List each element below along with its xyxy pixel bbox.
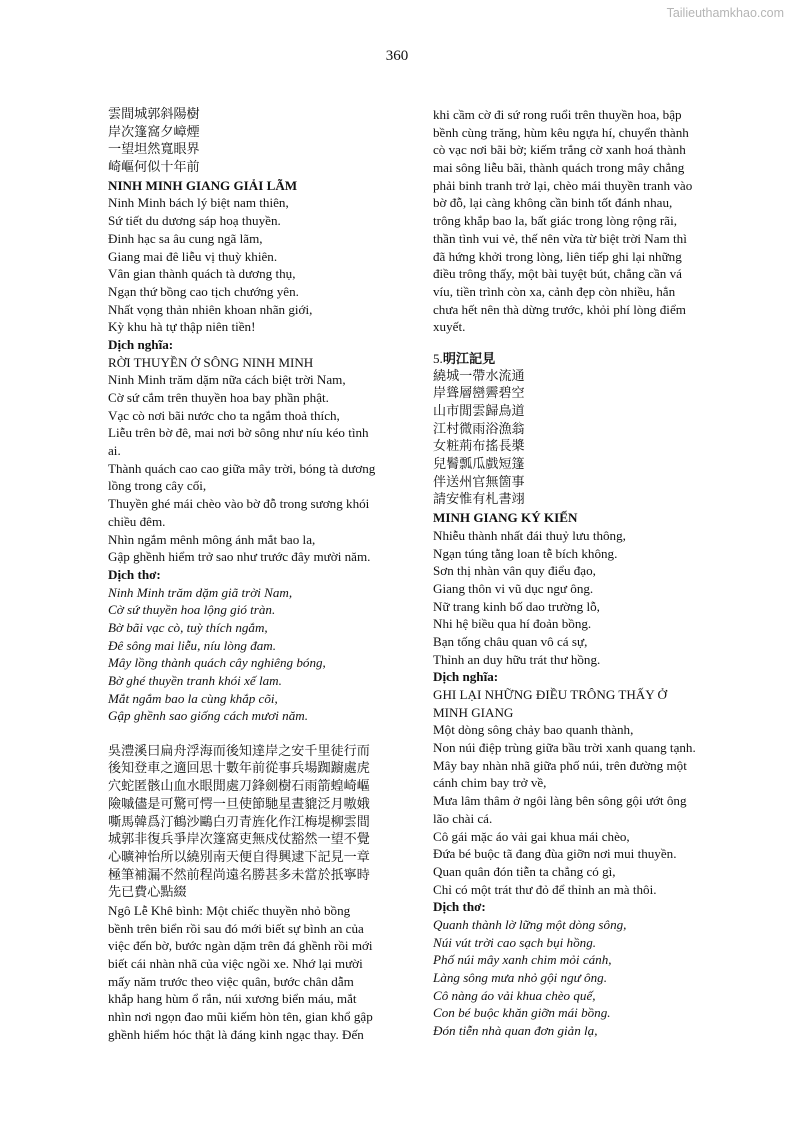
poem2-title: MINH GIANG KÝ KIẾN	[433, 510, 578, 526]
han-verse-line: 女粧荊布搖長槳	[433, 439, 525, 455]
han-prose-line: 險嘁儘是可驚可愕一旦使節馳星晝貔泛月嗷娥	[108, 796, 370, 812]
translation-line: lão chài cá.	[433, 810, 493, 826]
han-verse-line: 岸聳層巒霽碧空	[433, 386, 525, 402]
translation-line: lồng trong cây cối,	[108, 478, 207, 494]
han-prose-line: 穴蛇匿骸山血水眼閒處刀鋒劍樹石雨箭蝗崎嶇	[108, 779, 370, 795]
han-verse-line: 兒鬌瓢瓜戲短篷	[433, 457, 525, 473]
dich-tho-label-2: Dịch thơ:	[433, 899, 486, 915]
translation-line: Cờ sứ cắm trên thuyền hoa bay phần phật.	[108, 390, 329, 405]
poem1-title: NINH MINH GIANG GIẢI LÃM	[108, 177, 298, 193]
prose-line: chưa hết nên thà dừng trước, khỏi phí lòng điểm	[433, 301, 686, 317]
poetic-translation-line: Ninh Minh trăm dặm giã trời Nam,	[108, 584, 293, 600]
dich-nghia-title-2	[433, 686, 763, 721]
translation-title-line: GHI LẠI NHỮNG ĐIỀU TRÔNG THẤY Ở	[433, 687, 667, 702]
verse-line: Ninh Minh bách lý biệt nam thiên,	[108, 195, 289, 211]
verse-line: Thỉnh an duy hữu trát thư hồng.	[433, 651, 601, 667]
commentary-han	[108, 743, 408, 902]
verse-line: Nữ trang kinh bố dao trường lỗ,	[433, 598, 600, 614]
watermark: Tailieuthamkhao.com	[666, 6, 784, 20]
translation-line: Thành quách cao cao giữa mây trời, bóng tà dương	[108, 460, 376, 476]
han-prose-line: 城郭非復兵爭岸次篷窩吏無戍仗豁然一望不覺	[108, 832, 370, 848]
prose-line: khắp hang hùm ổ rắn, núi xương biển máu, mắt	[108, 991, 357, 1007]
dich-tho-label: Dịch thơ:	[108, 566, 161, 582]
prose-line: víu, tiền trình còn xa, cảnh đẹp còn nhiều, hẳn	[433, 283, 676, 299]
translation-line: chiều đêm.	[108, 513, 166, 529]
verse-line: Nhất vọng thản nhiên khoan nhãn giới,	[108, 301, 313, 317]
han-prose-line: 極筆補漏不然前程尚遠名勝甚多未當於扺寧時	[108, 867, 370, 883]
verse-line: Nhiễu thành nhất đái thuỷ lưu thông,	[433, 527, 626, 543]
verse-line: Sơn thị nhàn vân quy điểu đạo,	[433, 563, 596, 579]
poetic-translation-line: Đón tiễn nhà quan đơn giản lạ,	[433, 1023, 598, 1039]
commentary-translation	[108, 902, 408, 1044]
prose-line: thần tình vui vẻ, thế nên vừa từ biệt trời Nam thì	[433, 230, 687, 246]
prose-line: khi cầm cờ đi sứ rong ruổi trên thuyền hoa, bập	[433, 107, 682, 122]
translation-line: Chỉ có một trát thư đỏ để thỉnh an mà thôi.	[433, 881, 657, 897]
verse-line: Ngạn thứ bồng cao tịch chướng yên.	[108, 283, 299, 299]
translation-line: Cô gái mặc áo vải gai khua mái chèo,	[433, 828, 630, 844]
translation-line: Liễu trên bờ đê, mai nơi bờ sông như níu kéo tình	[108, 425, 369, 441]
translation-title-line: MINH GIANG	[433, 704, 514, 720]
translation-line: Gập ghềnh hiểm trở sao như trước đây mười năm.	[108, 549, 371, 565]
translation-line: cánh chim bay trở về,	[433, 775, 547, 791]
dich-nghia-title: RỜI THUYỀN Ở SÔNG NINH MINH	[108, 354, 314, 370]
dich-nghia-text	[108, 371, 408, 566]
prose-line: cò vạc nơi bãi bờ; kiếm trắng cờ xanh hoá thành	[433, 142, 686, 158]
prose-line: mấy năm trước theo việc quân, bước chân dẫm	[108, 973, 354, 989]
han-verse-line: 山市閒雲歸鳥道	[433, 404, 525, 419]
dich-nghia-label-2: Dịch nghĩa:	[433, 669, 499, 685]
dich-nghia-text-2	[433, 721, 763, 898]
prose-line: Ngô Lễ Khê bình: Một chiếc thuyền nhỏ bồng	[108, 902, 351, 918]
poem1-han	[108, 106, 408, 177]
verse-line: Ngạn túng tằng loan tễ bích không.	[433, 545, 618, 561]
poetic-translation-line: Bờ ghé thuyền tranh khói xế lam.	[108, 673, 282, 688]
translation-line: Non núi điệp trùng giữa bầu trời xanh quang tạnh.	[433, 740, 696, 756]
poetic-translation-line: Làng sông mưa nhỏ gội ngư ông.	[433, 970, 607, 985]
prose-line: ghềnh hiểm hóc thật là đáng kinh ngạc thay. Đến	[108, 1026, 364, 1042]
prose-line: bờ đỗ, lại càng không cần binh tốt đánh nhau,	[433, 195, 673, 211]
prose-line: trông khắp bao la, bất giác trong lòng rộng rãi,	[433, 213, 677, 229]
han-verse-line: 一望坦然寬眼界	[108, 142, 200, 158]
han-verse-line: 江村微雨浴漁翁	[433, 421, 525, 437]
verse-line: Vân gian thành quách tà dương thụ,	[108, 266, 296, 282]
poetic-translation-line: Con bé buộc khăn giỡn mái bồng.	[433, 1005, 611, 1021]
prose-line: việc đến bờ, bước ngàn dặm trên đá ghềnh rồi mới	[108, 938, 373, 954]
han-verse-line: 伴送州官無箇事	[433, 474, 525, 490]
verse-line: Sứ tiết du dương sáp hoạ thuyền.	[108, 213, 281, 229]
prose-line: bềnh trên biển rồi sau đó mới biết sự bình an của	[108, 920, 364, 936]
translation-line: Vạc cò nơi bãi nước cho ta ngắm thoả thích,	[108, 407, 340, 423]
translation-line: ai.	[108, 443, 121, 459]
poetic-translation-line: Cờ sứ thuyền hoa lộng gió tràn.	[108, 602, 276, 618]
left-column	[108, 106, 408, 1043]
verse-line: Giang mai đê liễu vị thuỳ khiên.	[108, 248, 278, 264]
poetic-translation-line: Phố núi mây xanh chim mỏi cánh,	[433, 952, 612, 968]
poetic-translation-line: Quanh thành lờ lững một dòng sông,	[433, 916, 627, 932]
prose-line: phải binh tranh trở lại, chèo mái thuyền tranh vào	[433, 177, 693, 193]
han-verse-line: 繞城一帶水流通	[433, 368, 525, 384]
translation-line: Mưa lâm thâm ở ngôi làng bên sông gội ướt ông	[433, 793, 687, 809]
dich-tho-text-2	[433, 916, 763, 1040]
verse-line: Kỳ khu hà tự thập niên tiền!	[108, 319, 256, 335]
poem1-transliteration	[108, 194, 408, 336]
prose-line: bềnh cùng trăng, hùm kêu ngựa hí, chuyển thành	[433, 124, 689, 140]
poem2-han-title: 明江記見	[442, 351, 496, 367]
dich-nghia-label: Dịch nghĩa:	[108, 336, 174, 352]
poem2-number: 5.	[433, 350, 443, 366]
prose-line: mai sông liễu bãi, thành quách trong mây chẳng	[433, 160, 685, 176]
commentary-translation-cont	[433, 106, 763, 336]
dich-tho-text	[108, 584, 408, 726]
prose-line: đã hứng khởi trong lòng, liên tiếp ghi lại những	[433, 248, 682, 264]
verse-line: Nhi hệ biều qua hí đoản bồng.	[433, 616, 592, 632]
han-prose-line: 嘶馬韓爲汀鶴沙鷗白刃青旌化作江梅堤柳雲間	[108, 814, 370, 830]
prose-line: nhìn nơi ngọn đao mũi kiếm hòn tên, gian khổ gập	[108, 1009, 373, 1025]
translation-line: Mây bay nhàn nhã giữa phố núi, trên đường một	[433, 757, 687, 773]
translation-line: Đứa bé buộc tã đang đùa giỡn nơi mui thuyền.	[433, 846, 677, 862]
verse-line: Đinh hạc sa âu cung ngã lãm,	[108, 230, 263, 246]
prose-line: điều trông thấy, một bài tuyệt bút, chẳng cần vá	[433, 266, 682, 282]
poetic-translation-line: Bờ bãi vạc cò, tuỳ thích ngắm,	[108, 619, 268, 635]
verse-line: Bạn tống châu quan vô cá sự,	[433, 633, 588, 649]
han-prose-line: 吳澧溪曰扁舟浮海而後知達岸之安千里徒行而	[108, 743, 370, 759]
translation-line: Thuyền ghé mái chèo vào bờ đỗ trong sương khói	[108, 496, 370, 512]
han-prose-line: 後知登車之適回思十數年前從事兵場踟躕處虎	[108, 761, 370, 777]
han-verse-line: 請安惟有札書翊	[433, 492, 525, 508]
poetic-translation-line: Núi vút trời cao sạch bụi hồng.	[433, 934, 597, 950]
translation-line: Ninh Minh trăm dặm nữa cách biệt trời Nam,	[108, 372, 346, 388]
right-column	[433, 106, 763, 1040]
poetic-translation-line: Gập ghềnh sao giống cách mươi năm.	[108, 708, 308, 724]
poetic-translation-line: Đê sông mai liễu, níu lòng đam.	[108, 637, 277, 653]
poetic-translation-line: Mây lồng thành quách cây nghiêng bóng,	[108, 655, 326, 671]
han-verse-line: 崎嶇何似十年前	[108, 160, 200, 176]
poem2-han	[433, 368, 763, 510]
poetic-translation-line: Mắt ngắm bao la cùng khắp cõi,	[108, 690, 278, 706]
han-prose-line: 心曠神怡所以繞別南天便自得興逮下記見一章	[108, 849, 370, 865]
prose-line: xuyết.	[433, 319, 466, 335]
han-verse-line: 雲間城郭斜陽樹	[108, 107, 200, 122]
han-prose-line: 先已費心點綴	[108, 885, 187, 901]
poem2-transliteration	[433, 527, 763, 669]
prose-line: biết cái nhàn nhã của việc ngồi xe. Nhớ lại mười	[108, 956, 363, 971]
page-number: 360	[385, 48, 409, 64]
verse-line: Giang thôn vi vũ dục ngư ông.	[433, 580, 594, 596]
poem2-heading	[433, 350, 763, 368]
translation-line: Nhìn ngắm mênh mông ánh mắt bao la,	[108, 531, 316, 547]
han-verse-line: 岸次篷窩夕嶂煙	[108, 124, 200, 140]
translation-line: Một dòng sông chảy bao quanh thành,	[433, 722, 634, 738]
poetic-translation-line: Cô nàng áo vải khua chèo quế,	[433, 987, 596, 1003]
translation-line: Quan quân đón tiễn ta chẳng có gì,	[433, 863, 616, 879]
